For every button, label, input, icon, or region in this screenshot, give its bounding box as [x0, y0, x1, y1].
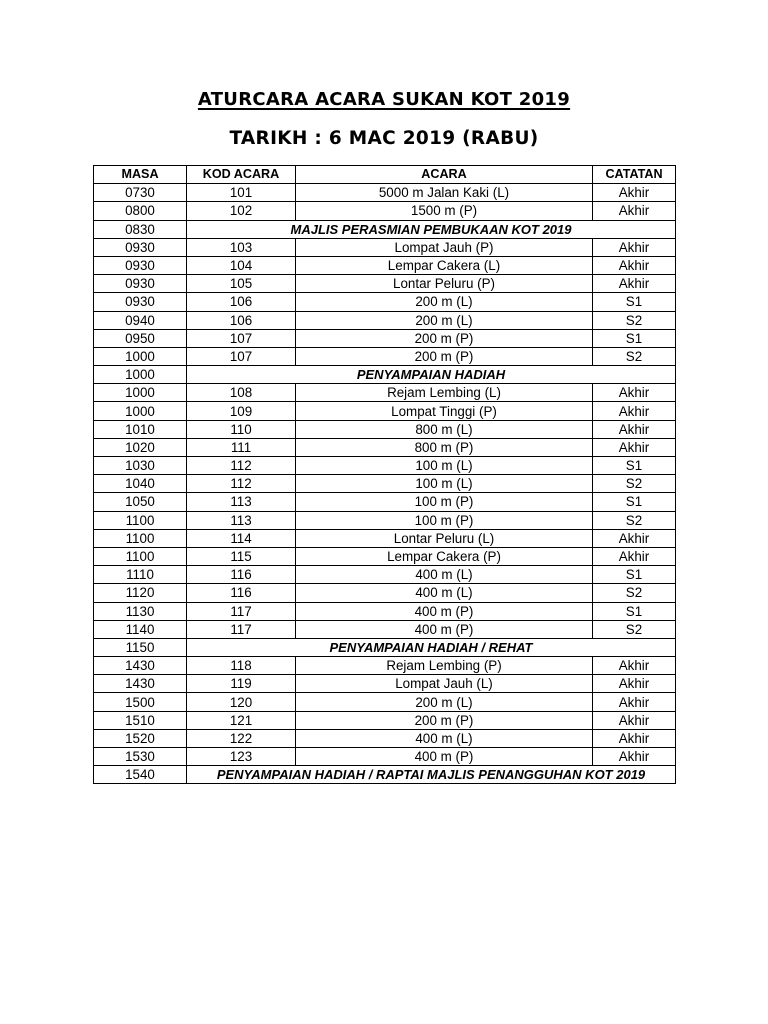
masa-cell: 0730	[94, 184, 187, 202]
masa-cell: 0930	[94, 275, 187, 293]
kod-acara-cell: 103	[187, 238, 296, 256]
catatan-cell: Akhir	[593, 202, 676, 220]
masa-cell: 1140	[94, 620, 187, 638]
masa-cell: 1130	[94, 602, 187, 620]
acara-cell: 800 m (L)	[296, 420, 593, 438]
masa-cell: 1150	[94, 638, 187, 656]
table-row	[94, 238, 676, 256]
table-row	[94, 584, 676, 602]
table-row	[94, 202, 676, 220]
acara-cell: Rejam Lembing (P)	[296, 657, 593, 675]
acara-cell: 200 m (P)	[296, 347, 593, 365]
table-row	[94, 729, 676, 747]
kod-acara-cell: 119	[187, 675, 296, 693]
event-span-cell: PENYAMPAIAN HADIAH / RAPTAI MAJLIS PENANGGUHAN KOT 2019	[187, 766, 676, 784]
catatan-cell: Akhir	[593, 420, 676, 438]
schedule-table	[93, 165, 676, 784]
masa-cell: 0930	[94, 238, 187, 256]
column-header-masa: MASA	[94, 166, 187, 184]
kod-acara-cell: 102	[187, 202, 296, 220]
event-span-cell: PENYAMPAIAN HADIAH	[187, 366, 676, 384]
acara-cell: 100 m (L)	[296, 475, 593, 493]
catatan-cell: Akhir	[593, 438, 676, 456]
masa-cell: 1000	[94, 347, 187, 365]
header-row	[94, 166, 676, 184]
catatan-cell: Akhir	[593, 402, 676, 420]
table-row	[94, 384, 676, 402]
acara-cell: Lontar Peluru (P)	[296, 275, 593, 293]
catatan-cell: S1	[593, 293, 676, 311]
catatan-cell: Akhir	[593, 384, 676, 402]
catatan-cell: S2	[593, 620, 676, 638]
kod-acara-cell: 107	[187, 347, 296, 365]
kod-acara-cell: 107	[187, 329, 296, 347]
acara-cell: 100 m (L)	[296, 457, 593, 475]
acara-cell: 200 m (L)	[296, 693, 593, 711]
masa-cell: 1430	[94, 657, 187, 675]
kod-acara-cell: 109	[187, 402, 296, 420]
masa-cell: 1510	[94, 711, 187, 729]
kod-acara-cell: 112	[187, 457, 296, 475]
kod-acara-cell: 104	[187, 256, 296, 274]
table-row	[94, 693, 676, 711]
document-title-text: ATURCARA ACARA SUKAN KOT 2019	[197, 89, 571, 110]
acara-cell: Lompat Tinggi (P)	[296, 402, 593, 420]
kod-acara-cell: 113	[187, 493, 296, 511]
table-row	[94, 711, 676, 729]
table-row	[94, 184, 676, 202]
acara-cell: 800 m (P)	[296, 438, 593, 456]
table-row	[94, 748, 676, 766]
table-row	[94, 657, 676, 675]
masa-cell: 1030	[94, 457, 187, 475]
catatan-cell: S2	[593, 475, 676, 493]
catatan-cell: S1	[593, 329, 676, 347]
table-row	[94, 547, 676, 565]
acara-cell: Lompat Jauh (L)	[296, 675, 593, 693]
table-row	[94, 638, 676, 656]
catatan-cell: Akhir	[593, 238, 676, 256]
schedule-table-header	[94, 166, 676, 184]
kod-acara-cell: 118	[187, 657, 296, 675]
kod-acara-cell: 116	[187, 584, 296, 602]
acara-cell: 400 m (L)	[296, 584, 593, 602]
acara-cell: Lempar Cakera (P)	[296, 547, 593, 565]
acara-cell: Lontar Peluru (L)	[296, 529, 593, 547]
kod-acara-cell: 123	[187, 748, 296, 766]
masa-cell: 1110	[94, 566, 187, 584]
acara-cell: 400 m (L)	[296, 729, 593, 747]
kod-acara-cell: 110	[187, 420, 296, 438]
masa-cell: 1010	[94, 420, 187, 438]
masa-cell: 1120	[94, 584, 187, 602]
table-row	[94, 402, 676, 420]
table-row	[94, 220, 676, 238]
kod-acara-cell: 114	[187, 529, 296, 547]
masa-cell: 1000	[94, 384, 187, 402]
catatan-cell: S2	[593, 347, 676, 365]
kod-acara-cell: 120	[187, 693, 296, 711]
catatan-cell: S2	[593, 511, 676, 529]
masa-cell: 1100	[94, 511, 187, 529]
table-row	[94, 329, 676, 347]
table-row	[94, 475, 676, 493]
masa-cell: 1020	[94, 438, 187, 456]
masa-cell: 1530	[94, 748, 187, 766]
masa-cell: 1500	[94, 693, 187, 711]
table-row	[94, 493, 676, 511]
catatan-cell: S1	[593, 566, 676, 584]
table-row	[94, 438, 676, 456]
table-row	[94, 620, 676, 638]
kod-acara-cell: 115	[187, 547, 296, 565]
catatan-cell: S1	[593, 457, 676, 475]
table-row	[94, 420, 676, 438]
kod-acara-cell: 116	[187, 566, 296, 584]
catatan-cell: Akhir	[593, 547, 676, 565]
schedule-table-body	[94, 184, 676, 784]
column-header-catatan: CATATAN	[593, 166, 676, 184]
table-row	[94, 511, 676, 529]
kod-acara-cell: 101	[187, 184, 296, 202]
acara-cell: Lempar Cakera (L)	[296, 256, 593, 274]
acara-cell: 400 m (P)	[296, 620, 593, 638]
catatan-cell: Akhir	[593, 184, 676, 202]
event-span-cell: MAJLIS PERASMIAN PEMBUKAAN KOT 2019	[187, 220, 676, 238]
table-row	[94, 566, 676, 584]
masa-cell: 1100	[94, 529, 187, 547]
kod-acara-cell: 117	[187, 602, 296, 620]
table-row	[94, 347, 676, 365]
acara-cell: 400 m (P)	[296, 748, 593, 766]
catatan-cell: Akhir	[593, 711, 676, 729]
acara-cell: 200 m (L)	[296, 293, 593, 311]
kod-acara-cell: 117	[187, 620, 296, 638]
catatan-cell: Akhir	[593, 657, 676, 675]
table-row	[94, 275, 676, 293]
event-span-cell: PENYAMPAIAN HADIAH / REHAT	[187, 638, 676, 656]
kod-acara-cell: 108	[187, 384, 296, 402]
acara-cell: 100 m (P)	[296, 511, 593, 529]
acara-cell: 5000 m Jalan Kaki (L)	[296, 184, 593, 202]
acara-cell: Rejam Lembing (L)	[296, 384, 593, 402]
kod-acara-cell: 105	[187, 275, 296, 293]
kod-acara-cell: 106	[187, 311, 296, 329]
catatan-cell: S1	[593, 493, 676, 511]
table-row	[94, 602, 676, 620]
table-row	[94, 256, 676, 274]
catatan-cell: Akhir	[593, 675, 676, 693]
masa-cell: 1000	[94, 402, 187, 420]
kod-acara-cell: 121	[187, 711, 296, 729]
table-row	[94, 311, 676, 329]
masa-cell: 1430	[94, 675, 187, 693]
kod-acara-cell: 113	[187, 511, 296, 529]
catatan-cell: S2	[593, 584, 676, 602]
document-date	[0, 128, 768, 149]
table-row	[94, 766, 676, 784]
catatan-cell: Akhir	[593, 748, 676, 766]
masa-cell: 1520	[94, 729, 187, 747]
masa-cell: 0940	[94, 311, 187, 329]
catatan-cell: S1	[593, 602, 676, 620]
kod-acara-cell: 122	[187, 729, 296, 747]
table-row	[94, 529, 676, 547]
acara-cell: 1500 m (P)	[296, 202, 593, 220]
acara-cell: 400 m (P)	[296, 602, 593, 620]
acara-cell: 200 m (L)	[296, 311, 593, 329]
masa-cell: 0930	[94, 256, 187, 274]
column-header-kod-acara: KOD ACARA	[187, 166, 296, 184]
catatan-cell: Akhir	[593, 529, 676, 547]
catatan-cell: Akhir	[593, 693, 676, 711]
masa-cell: 0930	[94, 293, 187, 311]
table-row	[94, 366, 676, 384]
kod-acara-cell: 112	[187, 475, 296, 493]
catatan-cell: Akhir	[593, 256, 676, 274]
catatan-cell: Akhir	[593, 729, 676, 747]
acara-cell: 100 m (P)	[296, 493, 593, 511]
masa-cell: 1540	[94, 766, 187, 784]
document-title	[0, 89, 768, 110]
masa-cell: 1000	[94, 366, 187, 384]
document-date-text: TARIKH : 6 MAC 2019 (RABU)	[229, 128, 539, 149]
column-header-acara: ACARA	[296, 166, 593, 184]
acara-cell: 200 m (P)	[296, 329, 593, 347]
masa-cell: 0950	[94, 329, 187, 347]
masa-cell: 1100	[94, 547, 187, 565]
masa-cell: 0800	[94, 202, 187, 220]
acara-cell: Lompat Jauh (P)	[296, 238, 593, 256]
table-row	[94, 457, 676, 475]
kod-acara-cell: 111	[187, 438, 296, 456]
catatan-cell: Akhir	[593, 275, 676, 293]
masa-cell: 1050	[94, 493, 187, 511]
kod-acara-cell: 106	[187, 293, 296, 311]
catatan-cell: S2	[593, 311, 676, 329]
masa-cell: 0830	[94, 220, 187, 238]
acara-cell: 200 m (P)	[296, 711, 593, 729]
acara-cell: 400 m (L)	[296, 566, 593, 584]
table-row	[94, 675, 676, 693]
table-row	[94, 293, 676, 311]
masa-cell: 1040	[94, 475, 187, 493]
